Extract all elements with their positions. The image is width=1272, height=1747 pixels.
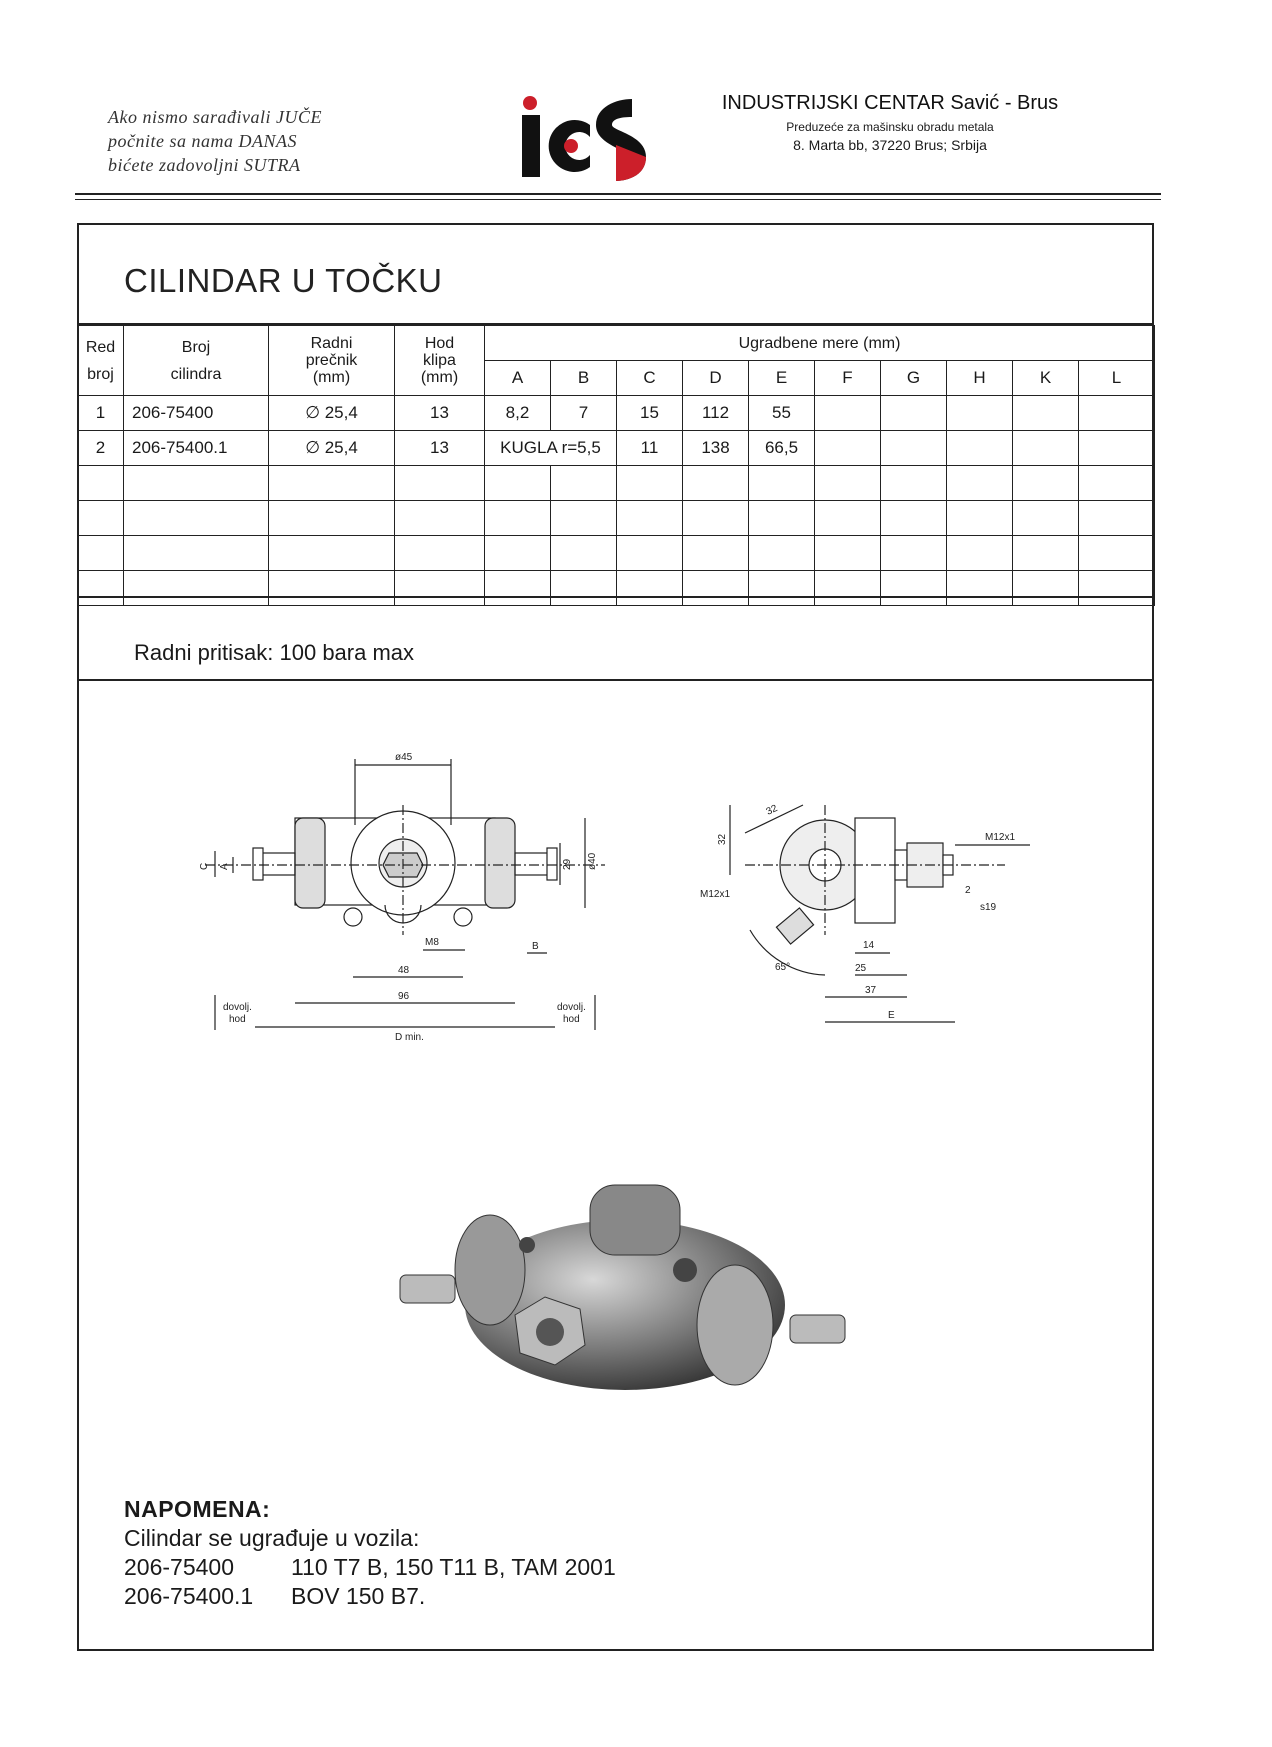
dim-label: D min.	[395, 1032, 424, 1043]
slogan-line: Ako nismo sarađivali JUČE	[108, 107, 322, 127]
company-info	[700, 92, 1080, 153]
col-header-red: Red broj	[78, 326, 124, 396]
side-view	[700, 803, 1030, 1022]
sub-col-a: A	[485, 361, 551, 396]
company-address: 8. Marta bb, 37220 Brus; Srbija	[793, 137, 987, 153]
col-header-broj: Broj cilindra	[124, 326, 269, 396]
sub-col-e: E	[749, 361, 815, 396]
dim-label: C	[199, 862, 210, 870]
dim-label: hod	[229, 1014, 246, 1025]
spec-table	[77, 325, 1155, 606]
list-item: 206-75400 110 T7 B, 150 T11 B, TAM 2001	[124, 1554, 616, 1580]
dim-label: 2	[965, 885, 971, 896]
dim-label: 65°	[775, 962, 791, 973]
dim-label: dovolj.	[223, 1002, 252, 1013]
sub-col-h: H	[947, 361, 1013, 396]
dim-label: M8	[425, 937, 439, 948]
table-row: 2 206-75400.1 ∅ 25,4 13 KUGLA r=5,5 11 138 66,5	[78, 431, 1155, 466]
header-rule	[75, 199, 1161, 200]
sub-col-c: C	[617, 361, 683, 396]
company-name: INDUSTRIJSKI CENTAR Savić - Brus	[721, 92, 1059, 114]
note-intro: Cilindar se ugrađuje u vozila:	[124, 1525, 420, 1551]
col-header-radni: Radni prečnik (mm)	[269, 326, 395, 396]
part-photo	[395, 1175, 855, 1435]
dim-label: 32	[717, 833, 728, 845]
table-row	[78, 501, 1155, 536]
working-pressure: Radni pritisak: 100 bara max	[134, 640, 415, 665]
col-header-hod: Hod klipa (mm)	[395, 326, 485, 396]
table-row: 1 206-75400 ∅ 25,4 13 8,2 7 15 112 55	[78, 396, 1155, 431]
slogan	[108, 105, 322, 177]
company-subtitle: Preduzeće za mašinsku obradu metala	[786, 120, 994, 134]
dim-label: M12x1	[700, 889, 731, 900]
dim-label: A	[219, 863, 230, 870]
dim-label: s19	[980, 902, 997, 913]
table-row	[78, 536, 1155, 571]
dim-label: E	[888, 1010, 895, 1021]
dim-label: hod	[563, 1014, 580, 1025]
dim-label: B	[532, 941, 539, 952]
ics-logo	[520, 95, 650, 185]
slogan-line: počnite sa nama DANAS	[108, 131, 297, 151]
dim-label: M12x1	[985, 832, 1016, 843]
header-rule	[75, 193, 1161, 195]
page-title: CILINDAR U TOČKU	[124, 262, 443, 299]
note	[124, 1495, 616, 1611]
dim-label: ø45	[395, 752, 413, 763]
table-row	[78, 466, 1155, 501]
divider	[77, 679, 1154, 681]
dim-label: 25	[855, 963, 867, 974]
sub-col-k: K	[1013, 361, 1079, 396]
slogan-line: bićete zadovoljni SUTRA	[108, 155, 301, 175]
list-item: 206-75400.1 BOV 150 B7.	[124, 1583, 426, 1609]
dim-label: 14	[863, 940, 875, 951]
dim-label: 48	[398, 965, 410, 976]
front-view	[199, 752, 605, 1043]
sub-col-l: L	[1079, 361, 1155, 396]
dim-label: dovolj.	[557, 1002, 586, 1013]
divider	[77, 596, 1154, 598]
technical-drawing	[185, 745, 1045, 1045]
dim-label: 32	[764, 803, 780, 818]
sub-col-f: F	[815, 361, 881, 396]
dim-label: 96	[398, 991, 410, 1002]
dim-label: 37	[865, 985, 877, 996]
note-heading: NAPOMENA:	[124, 1496, 271, 1522]
table-row	[78, 571, 1155, 606]
sub-col-b: B	[551, 361, 617, 396]
dim-label: 29	[562, 858, 573, 870]
col-header-ugradbene: Ugradbene mere (mm)	[485, 326, 1155, 361]
sub-col-d: D	[683, 361, 749, 396]
sub-col-g: G	[881, 361, 947, 396]
dim-label: ø40	[587, 852, 598, 870]
